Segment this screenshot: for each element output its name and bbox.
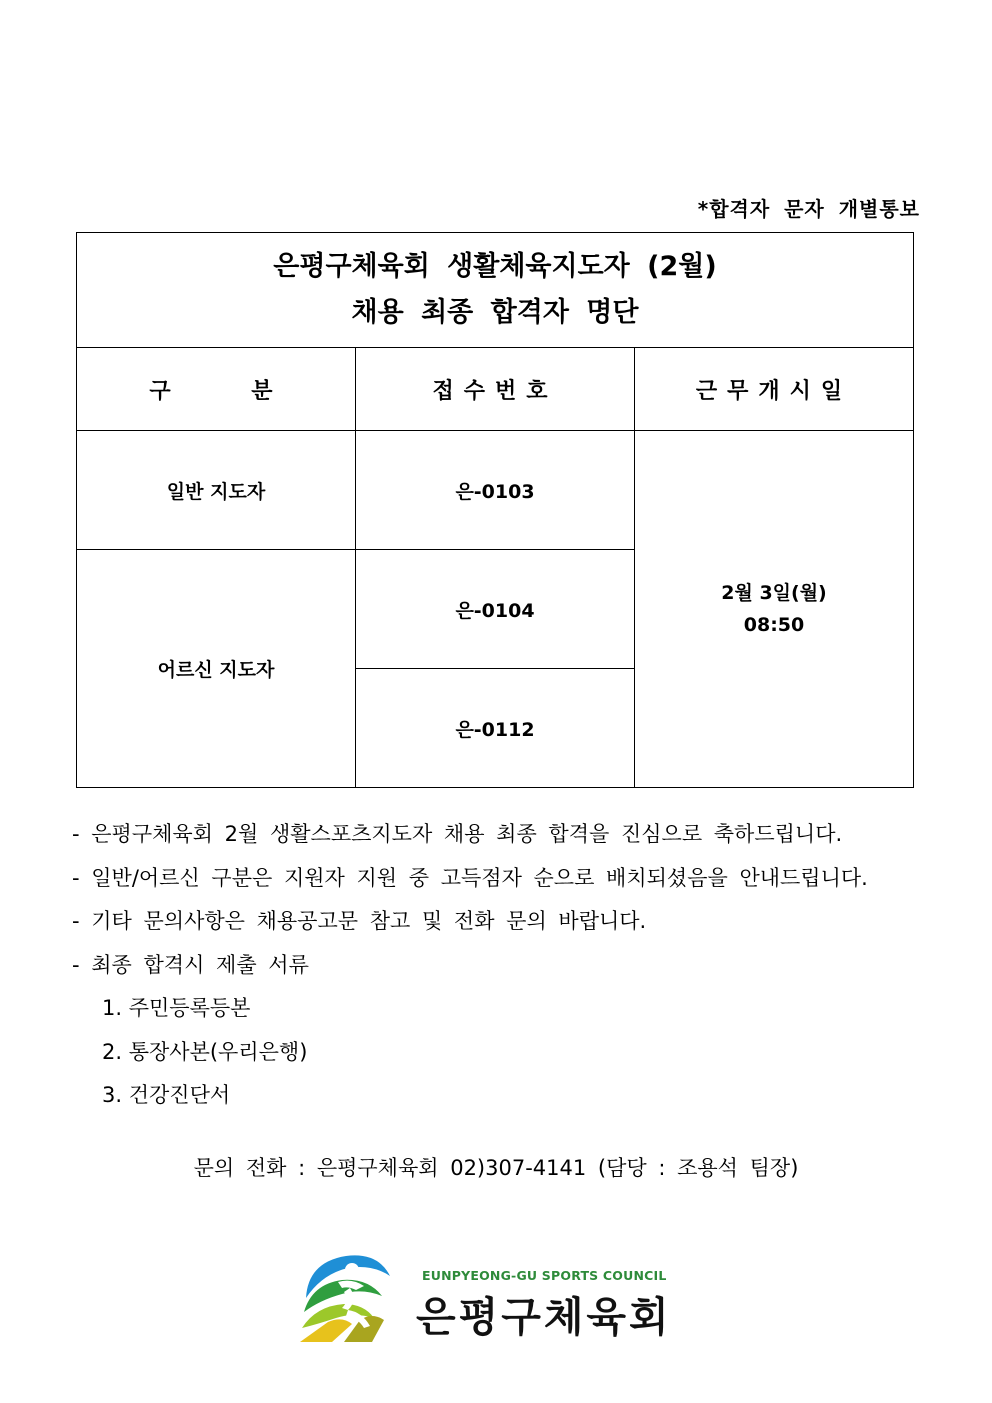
notes-list: [72, 813, 932, 1118]
logo-korean-name: 은평구체육회: [416, 1293, 672, 1341]
number-senior-1: 은-0104: [356, 550, 635, 669]
number-senior-2: 은-0112: [356, 669, 635, 788]
note-congratulations: - 은평구체육회 2월 생활스포츠지도자 채용 최종 합격을 진심으로 축하드립니다.: [72, 822, 843, 846]
document-item-2: 2. 통장사본(우리은행): [102, 1039, 308, 1064]
results-table: [76, 232, 914, 788]
category-general: 일반 지도자: [77, 431, 356, 550]
start-time: 08:50: [743, 614, 805, 636]
note-inquiry: - 기타 문의사항은 채용공고문 참고 및 전화 문의 바랍니다.: [72, 909, 647, 933]
contact-info: 문의 전화 : 은평구체육회 02)307-4141 (담당 : 조용석 팀장): [193, 1156, 799, 1180]
header-category: 구 분: [77, 348, 356, 431]
document-item-1: 1. 주민등록등본: [102, 996, 251, 1020]
number-general-1: 은-0103: [356, 431, 635, 550]
start-date: 2월 3일(월): [721, 582, 827, 604]
start-date-cell: [635, 431, 914, 788]
document-item-3: 3. 건강진단서: [102, 1083, 231, 1107]
notice-individual-sms: *합격자 문자 개별통보: [697, 197, 920, 221]
council-logo: [298, 1250, 672, 1345]
title-line-1: 은평구체육회 생활체육지도자 (2월): [273, 251, 717, 282]
title-line-2: 채용 최종 합격자 명단: [351, 297, 639, 328]
header-application-number: 접수번호: [356, 348, 635, 431]
table-title: [77, 233, 914, 348]
category-senior: 어르신 지도자: [77, 550, 356, 788]
note-assignment: - 일반/어르신 구분은 지원자 지원 중 고득점자 순으로 배치되셨음을 안내드립니다.: [72, 865, 868, 890]
note-required-documents: - 최종 합격시 제출 서류: [72, 952, 309, 977]
logo-english-name: EUNPYEONG-GU SPORTS COUNCIL: [422, 1268, 667, 1283]
sports-council-emblem-icon: [298, 1250, 408, 1345]
header-start-date: 근무개시일: [635, 348, 914, 431]
